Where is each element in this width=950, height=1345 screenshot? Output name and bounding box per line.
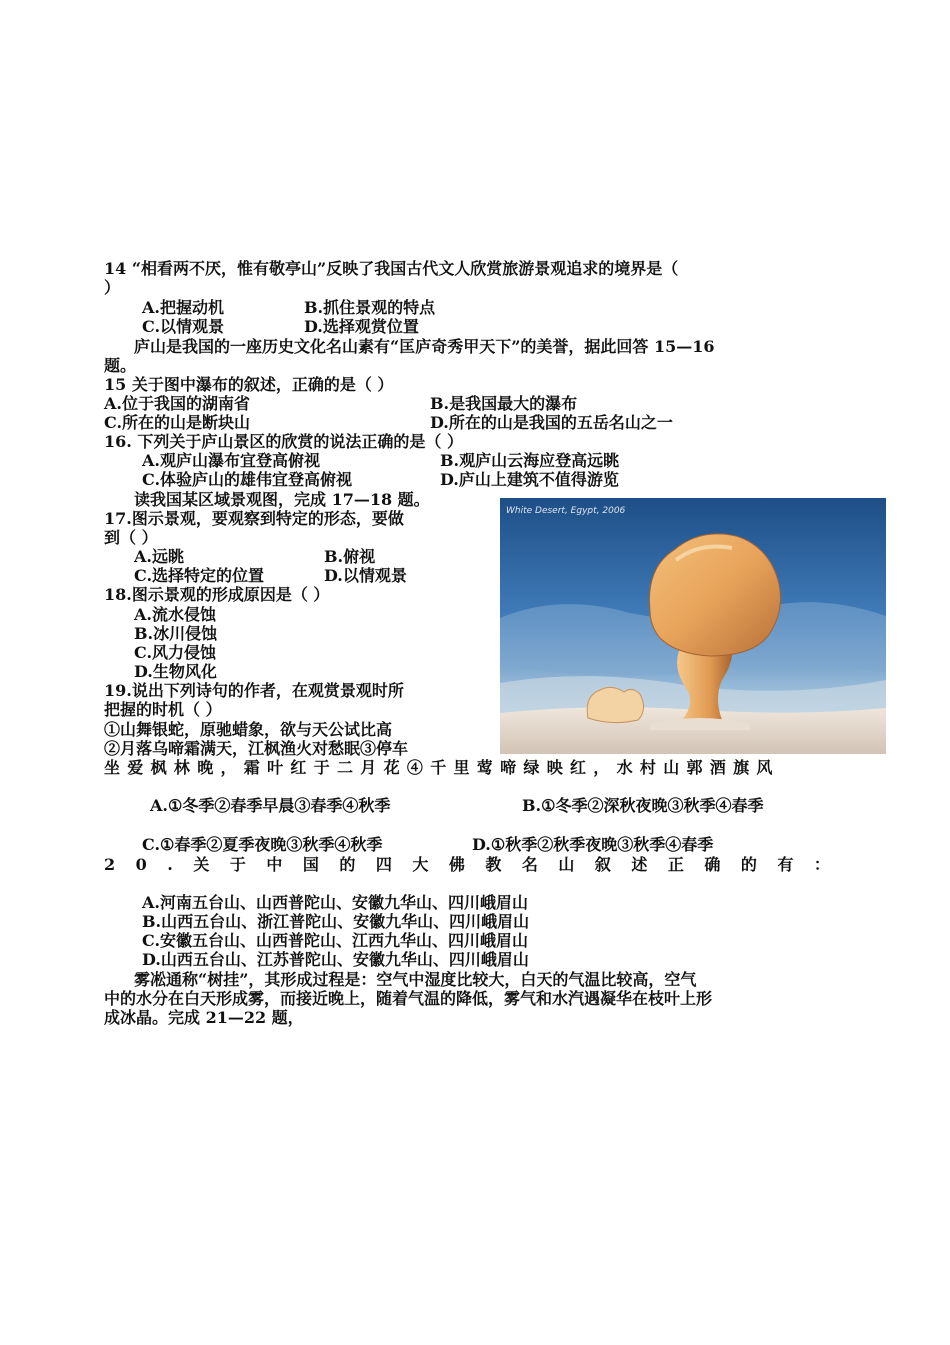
photo-illustration: [500, 498, 886, 754]
q20-option-d: D.山西五台山、江苏普陀山、安徽九华山、四川峨眉山: [142, 950, 529, 969]
intro-21-22-line2: 中的水分在白天形成雾，而接近晚上，随着气温的降低，雾气和水汽遇凝华在枝叶上形: [104, 989, 713, 1008]
q14-stem-line1: 14 “相看两不厌，惟有敬亭山”反映了我国古代文人欣赏旅游景观追求的境界是（: [104, 259, 679, 278]
q20-option-c: C.安徽五台山、山西普陀山、江西九华山、四川峨眉山: [142, 931, 529, 950]
q19-poem-line2: ②月落乌啼霜满天，江枫渔火对愁眠③停车: [104, 739, 409, 758]
q15-option-c: C.所在的山是断块山: [104, 413, 251, 432]
q16-option-a: A.观庐山瀑布宜登高俯视: [142, 451, 320, 470]
q15-stem: 15 关于图中瀑布的叙述，正确的是（ ）: [104, 375, 394, 394]
q19-poem-line3-text: 坐爱枫林晚，霜叶红于二月花④千里莺啼绿映红，水村山郭酒旗风: [104, 758, 780, 777]
q16-option-d: D.庐山上建筑不值得游览: [440, 470, 619, 489]
intro-15-16-line1: 庐山是我国的一座历史文化名山素有“匡庐奇秀甲天下”的美誉，据此回答 15—16: [134, 337, 715, 356]
q14-option-d: D.选择观赏位置: [304, 317, 419, 336]
q20-option-a: A.河南五台山、山西普陀山、安徽九华山、四川峨眉山: [142, 893, 528, 912]
q16-stem: 16. 下列关于庐山景区的欣赏的说法正确的是（ ）: [104, 432, 463, 451]
intro-15-16-line2: 题。: [104, 356, 137, 375]
q14-option-b: B.抓住景观的特点: [304, 298, 436, 317]
q17-option-c: C.选择特定的位置: [134, 566, 265, 585]
q19-option-b: B.①冬季②深秋夜晚③秋季④春季: [522, 796, 764, 815]
photo-watermark: White Desert, Egypt, 2006: [506, 506, 626, 516]
q18-option-b: B.冰川侵蚀: [134, 624, 218, 643]
desert-mushroom-rock-photo: [500, 498, 886, 754]
q19-poem-line1: ①山舞银蛇，原驰蜡象，欲与天公试比高: [104, 720, 393, 739]
q15-option-a: A.位于我国的湖南省: [104, 394, 250, 413]
q18-option-d: D.生物风化: [134, 662, 217, 681]
q18-option-a: A.流水侵蚀: [134, 605, 216, 624]
small-rock: [587, 687, 643, 722]
q17-option-b: B.俯视: [324, 547, 376, 566]
q14-option-a: A.把握动机: [142, 298, 224, 317]
q14-stem-line2: ）: [104, 278, 121, 297]
intro-17-18: 读我国某区域景观图，完成 17—18 题。: [134, 490, 430, 509]
q19-stem-line2: 把握的时机（ ）: [104, 700, 222, 719]
q20-stem: 20.关于中国的四大佛教名山叙述正确的有：: [104, 855, 851, 874]
q17-stem-line1: 17.图示景观，要观察到特定的形态，要做: [104, 509, 404, 528]
q19-option-c: C.①春季②夏季夜晚③秋季④秋季: [142, 835, 383, 854]
q16-option-c: C.体验庐山的雄伟宜登高俯视: [142, 470, 353, 489]
intro-21-22-line3: 成冰晶。完成 21—22 题，: [104, 1008, 304, 1027]
q19-option-a: A.①冬季②春季早晨③春季④秋季: [150, 796, 391, 815]
q19-option-d: D.①秋季②秋季夜晚③秋季④春季: [472, 835, 714, 854]
q18-option-c: C.风力侵蚀: [134, 643, 217, 662]
q16-option-b: B.观庐山云海应登高远眺: [440, 451, 620, 470]
intro-21-22-line1: 雾凇通称“树挂”，其形成过程是：空气中湿度比较大，白天的气温比较高，空气: [134, 970, 697, 989]
q19-poem-line3: [104, 758, 846, 777]
q18-stem: 18.图示景观的形成原因是（ ）: [104, 585, 330, 604]
q17-option-a: A.远眺: [134, 547, 184, 566]
q20-option-b: B.山西五台山、浙江普陀山、安徽九华山、四川峨眉山: [142, 912, 530, 931]
q15-option-d: D.所在的山是我国的五岳名山之一: [430, 413, 673, 432]
q17-option-d: D.以情观景: [324, 566, 407, 585]
q14-option-c: C.以情观景: [142, 317, 225, 336]
q15-option-b: B.是我国最大的瀑布: [430, 394, 578, 413]
q19-stem-line1: 19.说出下列诗句的作者，在观赏景观时所: [104, 681, 404, 700]
q17-stem-line2: 到（ ）: [104, 528, 158, 547]
